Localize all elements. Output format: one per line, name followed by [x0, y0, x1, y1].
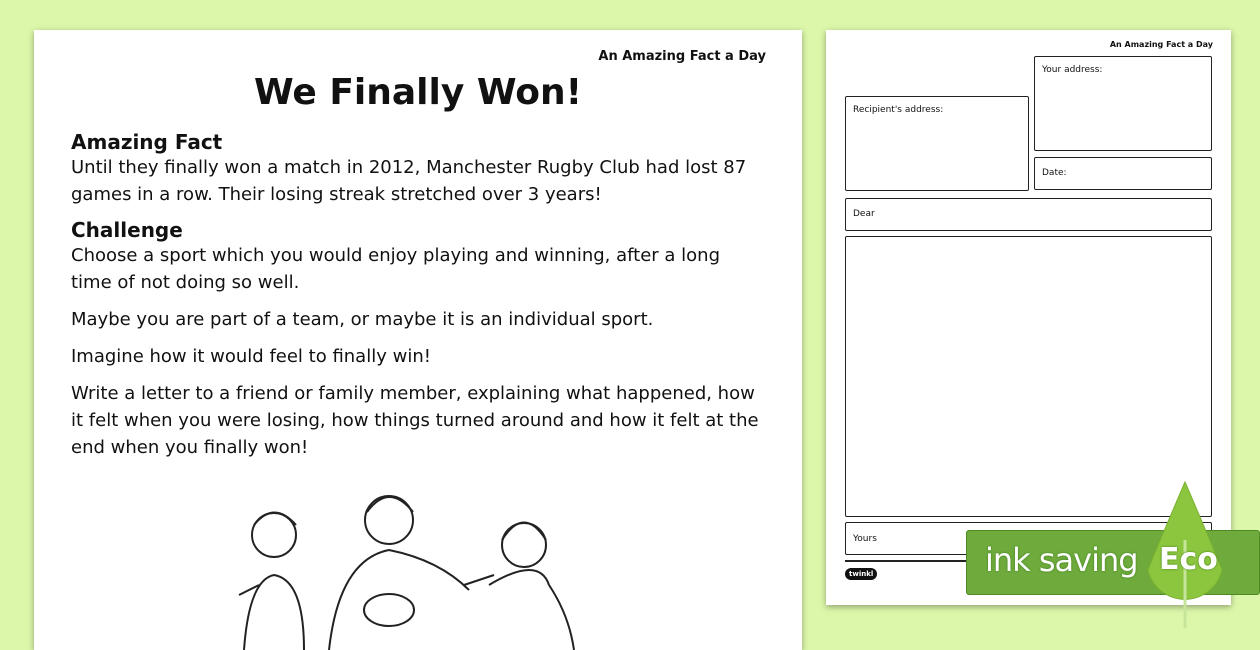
letter-body-box	[845, 236, 1212, 517]
challenge-paragraph: Maybe you are part of a team, or maybe it is an individual sport.	[71, 309, 654, 330]
rugby-players-illustration	[219, 490, 619, 650]
date-box: Date:	[1034, 157, 1212, 190]
fact-heading: Amazing Fact	[71, 130, 223, 154]
challenge-paragraph: Write a letter to a friend or family member, explaining what happened, how it felt when you were losing, how things turned around and how it felt at the end when you finally won!	[71, 383, 759, 458]
series-label: An Amazing Fact a Day	[598, 49, 766, 64]
fact-text: Until they finally won a match in 2012, Manchester Rugby Club had lost 87 games in a row. Their losing streak stretched over 3 years!	[71, 157, 747, 205]
yours-box: Yours	[845, 522, 1212, 555]
recipient-address-box: Recipient's address:	[845, 96, 1029, 191]
challenge-paragraph: Imagine how it would feel to finally win!	[71, 346, 431, 367]
worksheet-page	[34, 30, 802, 650]
eco-leaf-badge	[1140, 480, 1230, 634]
page-title: We Finally Won!	[253, 72, 583, 113]
your-address-box: Your address:	[1034, 56, 1212, 151]
twinkl-logo: twinkl	[845, 568, 877, 580]
ink-saving-label: ink saving	[985, 541, 1138, 579]
worksheet-body	[71, 130, 766, 471]
challenge-heading: Challenge	[71, 218, 183, 242]
challenge-paragraph: Choose a sport which you would enjoy playing and winning, after a long time of not doing so well.	[71, 245, 721, 293]
eco-label: Eco	[1159, 542, 1218, 577]
dear-box: Dear	[845, 198, 1212, 231]
series-label: An Amazing Fact a Day	[1109, 40, 1213, 49]
